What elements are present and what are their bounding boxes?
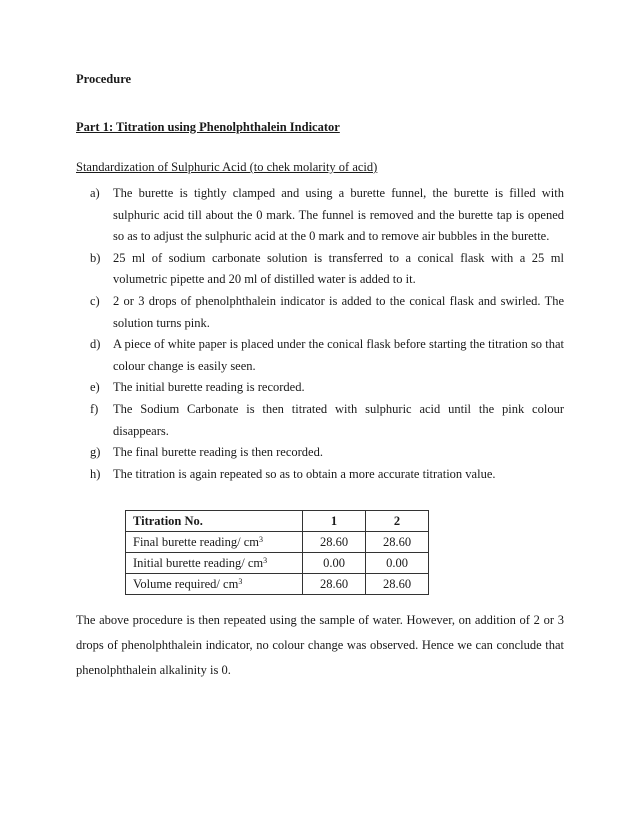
- row-label: Volume required/ cm: [133, 576, 239, 591]
- table-cell: 28.60: [366, 532, 429, 553]
- step-text: 2 or 3 drops of phenolphthalein indicator is added to the conical flask and swirled. The solution turns pink.: [113, 293, 564, 330]
- step-marker: d): [90, 337, 101, 352]
- row-label: Final burette reading/ cm: [133, 534, 260, 549]
- table-cell: 0.00: [366, 553, 429, 574]
- row-label: Initial burette reading/ cm: [133, 555, 264, 570]
- unit-superscript: 3: [263, 555, 268, 565]
- step-c: [90, 291, 564, 334]
- table-header-row: [126, 511, 429, 532]
- titration-table: [125, 510, 429, 595]
- table-cell: [126, 574, 303, 595]
- procedure-steps: [90, 183, 564, 485]
- table-header-cell: Titration No.: [126, 511, 303, 532]
- step-text: A piece of white paper is placed under the conical flask before starting the titration so that colour change is easily seen.: [113, 337, 564, 373]
- unit-superscript: 3: [259, 534, 264, 544]
- step-marker: b): [90, 250, 101, 265]
- step-marker: c): [90, 293, 100, 308]
- table-cell: 28.60: [303, 532, 366, 553]
- table-row: [126, 532, 429, 553]
- step-d: [90, 334, 564, 377]
- procedure-heading: Procedure: [76, 72, 132, 86]
- step-marker: h): [90, 466, 101, 481]
- table-cell: 28.60: [303, 574, 366, 595]
- standardization-heading: Standardization of Sulphuric Acid (to chek molarity of acid): [76, 160, 378, 174]
- conclusion-paragraph: The above procedure is then repeated using the sample of water. However, on addition of 2 or 3 drops of phenolphthalein indicator, no colour change was observed. Hence we can conclude that phenolphthalein alkalinity is 0.: [76, 613, 564, 677]
- table-header-cell: 1: [303, 511, 366, 532]
- step-f: [90, 399, 564, 442]
- step-b: [90, 248, 564, 291]
- table-row: [126, 574, 429, 595]
- step-g: [90, 442, 564, 464]
- step-marker: f): [90, 401, 99, 416]
- step-marker: e): [90, 380, 100, 395]
- step-text: The initial burette reading is recorded.: [113, 380, 305, 395]
- table-header-cell: 2: [366, 511, 429, 532]
- table-cell: [126, 532, 303, 553]
- step-text: The Sodium Carbonate is then titrated with sulphuric acid until the pink colour disappears.: [113, 401, 564, 438]
- step-text: The titration is again repeated so as to obtain a more accurate titration value.: [113, 466, 496, 481]
- table-cell: [126, 553, 303, 574]
- part1-heading: Part 1: Titration using Phenolphthalein Indicator: [76, 120, 340, 134]
- step-text: 25 ml of sodium carbonate solution is transferred to a conical flask with a 25 ml volumetric pipette and 20 ml of distilled water is added to it.: [113, 250, 564, 287]
- step-e: [90, 377, 564, 399]
- table-cell: 0.00: [303, 553, 366, 574]
- step-a: [90, 183, 564, 248]
- step-marker: a): [90, 186, 100, 200]
- step-text: The final burette reading is then recorded.: [113, 445, 323, 460]
- table-cell: 28.60: [366, 574, 429, 595]
- step-text: The burette is tightly clamped and using a burette funnel, the burette is filled with sulphuric acid till about the 0 mark. The funnel is removed and the burette tap is opened so as to adjust the sulphuric acid at the 0 mark and to remove air bubbles in the burette.: [113, 186, 564, 244]
- step-h: [90, 464, 564, 486]
- table-row: [126, 553, 429, 574]
- unit-superscript: 3: [238, 576, 243, 586]
- step-marker: g): [90, 445, 101, 460]
